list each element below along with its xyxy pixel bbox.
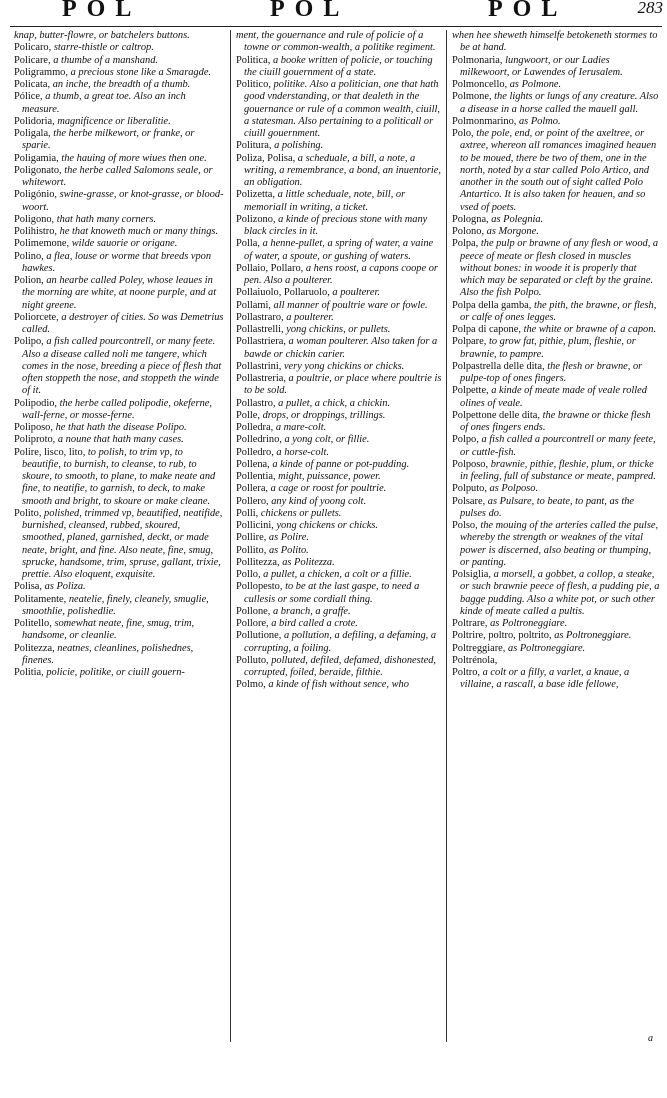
entry-definition: as Polegnia. — [491, 213, 544, 225]
header-right: POL — [488, 0, 568, 22]
entry-headword: Polidoria, — [14, 115, 55, 127]
entry-definition: chickens or pullets. — [260, 507, 342, 519]
entry-headword: Polo, — [452, 128, 474, 139]
dictionary-entry — [452, 630, 660, 642]
entry-headword: Poliza, Polisa, — [236, 152, 296, 164]
entry-headword: Polmonmarino, — [452, 115, 517, 127]
header-rule — [10, 26, 662, 27]
dictionary-entry — [14, 251, 224, 276]
entry-definition: a mare-colt. — [275, 422, 327, 433]
entry-headword: Polihistro, — [14, 226, 58, 237]
dictionary-entry — [236, 569, 442, 581]
entry-headword: Polmonaria, — [452, 54, 503, 66]
entry-headword: Polli, — [236, 507, 259, 519]
dictionary-entry — [236, 324, 442, 336]
entry-headword: Pollentia, — [236, 471, 276, 482]
dictionary-entry — [452, 434, 660, 459]
entry-definition: as Polire. — [268, 532, 309, 544]
entry-definition: a henne-pullet, a spring of water, a vaine of water, a spoute, or gushing of waters. — [244, 238, 434, 262]
entry-definition: a kinde of fish without sence, who — [268, 679, 409, 691]
entry-headword: Pollami, — [236, 299, 271, 311]
dictionary-entry — [14, 643, 224, 668]
entry-headword: Polpastrella delle dita, — [452, 360, 545, 372]
dictionary-entry — [236, 336, 442, 361]
entry-definition: might, puissance, power. — [278, 471, 381, 482]
dictionary-entry — [452, 336, 660, 361]
entry-definition: a pollution, a defiling, a defaming, a corrupting, a foiling. — [244, 630, 437, 654]
dictionary-entry — [452, 300, 660, 325]
entry-definition: the flesh or brawne, or pulpe-top of ones fingers. — [460, 360, 643, 384]
entry-definition: a bird called a crote. — [271, 618, 358, 629]
dictionary-entry — [14, 116, 224, 128]
dictionary-entry — [236, 238, 442, 263]
entry-headword: Polpo, — [452, 434, 479, 446]
entry-definition: when hee sheweth himselfe betokeneth stormes to be at hand. — [452, 30, 658, 54]
entry-definition: a precious stone like a Smaragde. — [70, 66, 212, 78]
entry-definition: a fish called pourcontrell, or many feete. Also a disease called noli me tangere, which comes in the nose, breeding a piece of flesh that often stoppeth the nose, and stoppeth the winde of it. — [22, 336, 222, 397]
entry-definition: a colt or a filly, a varlet, a knaue, a villaine, a rascall, a base idle fellowe, — [460, 667, 630, 691]
dictionary-entry — [14, 189, 224, 214]
entry-headword: Poliposo, — [14, 422, 53, 433]
dictionary-entry — [452, 55, 660, 80]
dictionary-entry — [452, 30, 660, 55]
entry-definition: a noune that hath many cases. — [57, 434, 184, 446]
entry-headword: Polpette, — [452, 385, 489, 397]
entry-headword: Pollastrini, — [236, 360, 282, 372]
dictionary-entry — [14, 594, 224, 619]
entry-headword: Policata, — [14, 79, 51, 90]
entry-headword: Poligamia, — [14, 152, 59, 164]
entry-definition: brawnie, pithie, fleshie, plum, or thicke in feeling, full of substance or meate, pampred. — [460, 458, 656, 482]
entry-headword: Polputo, — [452, 483, 487, 495]
entry-headword: Politica, — [236, 54, 271, 66]
entry-headword: Polposo, — [452, 458, 489, 470]
dictionary-entry — [236, 214, 442, 239]
dictionary-entry — [236, 557, 442, 569]
entry-headword: Polpare, — [452, 336, 487, 348]
dictionary-entry — [452, 569, 660, 618]
entry-definition: the pith, the brawne, or flesh, or calfe of ones legges. — [460, 299, 657, 323]
entry-headword: Politura, — [236, 140, 272, 152]
dictionary-entry — [452, 643, 660, 655]
dictionary-entry — [14, 398, 224, 423]
entry-headword: Polire, lisco, lito, — [14, 446, 86, 458]
dictionary-entry — [236, 422, 442, 434]
entry-headword: Pologna, — [452, 213, 489, 225]
entry-definition: a booke written of policie, or touching the ciuill gouernment of a state. — [244, 54, 433, 78]
entry-definition: a destroyer of cities. So was Demetrius called. — [22, 311, 224, 335]
entry-headword: Poliorcete, — [14, 311, 59, 323]
entry-definition: a poulterer. — [286, 311, 334, 323]
entry-definition: polluted, defiled, defamed, dishonested, corrupted, foiled, beraide, filthie. — [244, 654, 437, 678]
entry-headword: Polpa di capone, — [452, 324, 521, 335]
entry-definition: as Politezza. — [282, 556, 335, 568]
entry-headword: Polino, — [14, 250, 44, 262]
dictionary-entry — [236, 361, 442, 373]
dictionary-entry — [236, 447, 442, 459]
dictionary-entry — [14, 226, 224, 238]
entry-definition: a flea, louse or worme that breeds vpon hawkes. — [22, 250, 212, 274]
entry-definition: that hath many corners. — [56, 213, 157, 225]
entry-headword: Pollastrelli, — [236, 324, 284, 335]
dictionary-entry — [452, 128, 660, 214]
entry-definition: a yong colt, or fillie. — [284, 434, 370, 446]
entry-headword: Polmone, — [452, 91, 492, 103]
entry-headword: Polion, — [14, 275, 44, 286]
dictionary-entry — [236, 189, 442, 214]
catchword: a — [648, 1033, 653, 1044]
dictionary-entry — [452, 483, 660, 495]
entry-definition: as Polposo. — [489, 483, 539, 495]
dictionary-entry — [14, 91, 224, 116]
entry-headword: Poligónio, — [14, 189, 58, 201]
dictionary-entry — [452, 238, 660, 299]
dictionary-entry — [14, 275, 224, 312]
entry-headword: Pollire, — [236, 532, 267, 544]
dictionary-entry — [236, 459, 442, 471]
entry-definition: as Poltroneggiare. — [508, 642, 586, 654]
dictionary-entry — [452, 618, 660, 630]
entry-definition: the herbe called Salomons seale, or whitewort. — [22, 164, 213, 188]
entry-definition: a pullet, a chick, a chickin. — [278, 397, 391, 409]
entry-headword: Poliproto, — [14, 434, 56, 446]
entry-headword: Poltrénola, — [452, 654, 498, 666]
dictionary-entry — [236, 263, 442, 288]
entry-definition: magnificence or liberalitie. — [57, 115, 171, 127]
dictionary-entry — [14, 312, 224, 337]
entry-headword: Polsare, — [452, 495, 486, 507]
entry-definition: a thumbe of a manshand. — [53, 54, 159, 66]
entry-headword: Pollastro, — [236, 397, 276, 409]
entry-definition: swine-grasse, or knot-grasse, or blood-woort. — [22, 189, 224, 213]
entry-definition: a pullet, a chicken, a colt or a fillie. — [263, 569, 412, 580]
entry-headword: Polizetta, — [236, 189, 275, 201]
entry-headword: Politamente, — [14, 593, 67, 605]
dictionary-entry — [452, 496, 660, 521]
entry-headword: Pollone, — [236, 605, 271, 617]
entry-headword: Policare, — [14, 54, 51, 66]
entry-definition: the hauing of more wiues then one. — [61, 152, 207, 164]
dictionary-entry — [236, 496, 442, 508]
entry-definition: a kinde of panne or pot-pudding. — [272, 458, 410, 470]
entry-definition: knap, butter-flowre, or batchelers buttons. — [14, 30, 190, 41]
entry-headword: Polla, — [236, 238, 260, 250]
entry-headword: Polmoncello, — [452, 79, 508, 90]
entry-definition: drops, or droppings, trillings. — [262, 409, 386, 421]
entry-headword: Polisa, — [14, 581, 43, 593]
entry-definition: politike. Also a politician, one that hath good vnderstanding, or that dealeth in the gouernance or rule of a common wealth, ciuill, a statesman. Also pertaining to a politicall or ciuill gouernment. — [244, 79, 440, 139]
page-number: 283 — [637, 0, 663, 17]
dictionary-entry — [14, 667, 224, 679]
dictionary-entry — [236, 153, 442, 190]
dictionary-entry — [14, 508, 224, 582]
entry-headword: Polmo, — [236, 679, 266, 691]
entry-definition: neatelie, finely, cleanely, smuglie, smoothlie, polishedlie. — [22, 593, 209, 617]
dictionary-entry — [236, 532, 442, 544]
entry-headword: Poligala, — [14, 128, 51, 139]
entry-headword: Polipo, — [14, 336, 44, 348]
dictionary-entry — [236, 520, 442, 532]
entry-definition: all manner of poultrie ware or fowle. — [273, 299, 428, 311]
entry-headword: Politia, — [14, 667, 44, 678]
dictionary-entry — [14, 422, 224, 434]
entry-definition: a cage or roost for poultrie. — [270, 483, 387, 495]
entry-definition: as Poltroneggiare. — [554, 630, 632, 642]
entry-headword: Poltro, — [452, 667, 481, 678]
entry-definition: the pulp or brawne of any flesh or wood, a peece of meate or flesh closed in muscles without bones: in woode it is properly that which may be separated or cleft by the graine. Also the fish Polpo. — [460, 238, 659, 299]
entry-headword: Pollaiuolo, Pollaruolo, — [236, 287, 330, 299]
dictionary-entry — [236, 30, 442, 55]
dictionary-entry — [236, 545, 442, 557]
dictionary-entry — [452, 520, 660, 569]
entry-headword: Polizono, — [236, 213, 276, 225]
entry-headword: Pollitezza, — [236, 556, 280, 568]
dictionary-entry — [236, 581, 442, 606]
entry-headword: Politezza, — [14, 642, 55, 654]
entry-definition: he that hath the disease Polipo. — [55, 422, 187, 433]
dictionary-entry — [14, 42, 224, 54]
dictionary-entry — [14, 434, 224, 446]
entry-headword: Poligonato, — [14, 164, 62, 176]
entry-definition: the brawne or thicke flesh of ones fingers ends. — [460, 409, 651, 433]
dictionary-entry — [236, 140, 442, 152]
header-left: POL — [62, 0, 142, 22]
dictionary-entry — [14, 447, 224, 508]
entry-definition: lungwoort, or our Ladies milkewoort, or Lawendes of Ierusalem. — [460, 54, 623, 78]
entry-definition: the lights or lungs of any creature. Also a disease in a horse called the mauell gall. — [460, 91, 659, 115]
entry-definition: to be at the last gaspe, to need a cullesis or some cordiall thing. — [244, 581, 420, 605]
entry-headword: Polpa, — [452, 238, 479, 250]
dictionary-entry — [14, 153, 224, 165]
entry-headword: Politico, — [236, 79, 271, 90]
column-3 — [452, 30, 660, 1045]
dictionary-entry — [14, 618, 224, 643]
entry-headword: Poligono, — [14, 213, 55, 225]
entry-definition: a woman poulterer. Also taken for a bawde or chickin carier. — [244, 336, 438, 360]
dictionary-entry — [14, 238, 224, 250]
dictionary-entry — [236, 630, 442, 655]
dictionary-entry — [14, 79, 224, 91]
entry-definition: yong chickens or chicks. — [276, 520, 378, 531]
entry-definition: somewhat neate, fine, smug, trim, handsome, or cleanlie. — [22, 618, 195, 642]
dictionary-entry — [452, 459, 660, 484]
entry-definition: an inche, the breadth of a thumb. — [52, 79, 191, 90]
entry-headword: Pollutione, — [236, 630, 282, 642]
entry-definition: neatnes, cleanlines, polishednes, finenes. — [22, 642, 194, 666]
column-divider-1 — [230, 30, 231, 1042]
entry-headword: Pollaio, Pollaro, — [236, 262, 304, 274]
dictionary-entry — [14, 165, 224, 190]
entry-definition: to grow fat, pithie, plum, fleshie, or brawnie, to pampre. — [460, 336, 636, 360]
entry-headword: Polimemone, — [14, 238, 70, 250]
entry-definition: a hens roost, a capons coope or pen. Also a poulterer. — [244, 262, 438, 286]
entry-definition: as Pulsare, to beate, to pant, as the pulses do. — [460, 495, 635, 519]
dictionary-entry — [236, 55, 442, 80]
entry-headword: Polito, — [14, 507, 42, 519]
entry-definition: ment, the gouernance and rule of policie of a towne or common-wealth, a politike regiment. — [236, 30, 436, 54]
entry-definition: starre-thistle or caltrop. — [53, 42, 154, 54]
entry-headword: Polso, — [452, 520, 478, 531]
entry-definition: an hearbe called Poley, whose leaues in the morning are white, at noone purple, and at night greene. — [22, 275, 217, 311]
entry-headword: Policaro, — [14, 42, 52, 54]
dictionary-entry — [452, 385, 660, 410]
entry-headword: Pollastraro, — [236, 311, 284, 323]
entry-definition: a kinde of precious stone with many black circles in it. — [244, 213, 428, 237]
dictionary-entry — [236, 398, 442, 410]
entry-definition: the mouing of the arteries called the pulse, whereby the strength or weaknes of the vital power is discerned, also beating or thumping, or panting. — [460, 520, 659, 568]
entry-headword: Pollore, — [236, 618, 269, 629]
entry-definition: a fish called a pourcontrell or many feete, or cuttle-fish. — [460, 434, 656, 458]
dictionary-entry — [236, 618, 442, 630]
entry-definition: a polishing. — [274, 140, 324, 152]
dictionary-entry — [452, 214, 660, 226]
entry-headword: Poltrare, — [452, 618, 488, 629]
entry-definition: the pole, end, or point of the axeltree, or axtree, whereon all romances imagined heauen to be moued, there be two of them, one in the north, noted by a star called Polo Artico, and another in the south out of sight called Polo Antartico. It is also taken for heauen, and so vsed of poets. — [460, 128, 657, 213]
header-middle: POL — [270, 0, 350, 22]
dictionary-entry — [14, 128, 224, 153]
dictionary-entry — [236, 471, 442, 483]
dictionary-entry — [452, 410, 660, 435]
dictionary-entry — [14, 214, 224, 226]
entry-headword: Polledra, — [236, 422, 274, 433]
dictionary-entry — [14, 67, 224, 79]
dictionary-entry — [236, 606, 442, 618]
entry-definition: a scheduale, a bill, a note, a writing, a remembrance, a bond, an inuentorie, an obligation. — [244, 152, 442, 188]
entry-definition: any kind of yoong colt. — [271, 495, 367, 507]
dictionary-entry — [236, 483, 442, 495]
entry-headword: Pollera, — [236, 483, 269, 495]
dictionary-entry — [452, 91, 660, 116]
column-1 — [14, 30, 224, 1045]
entry-headword: Polledrino, — [236, 434, 282, 446]
entry-headword: Pollito, — [236, 544, 267, 556]
entry-definition: the white or brawne of a capon. — [523, 324, 657, 335]
dictionary-entry — [452, 226, 660, 238]
entry-definition: a morsell, a gobbet, a collop, a steake, or such brawnie peece of flesh, a pudding pie, a bagge pudding. Also a white pot, or such other kinde of meate called a pultis. — [460, 569, 660, 617]
entry-definition: as Poliza. — [44, 581, 86, 593]
entry-definition: a horse-colt. — [276, 446, 329, 458]
dictionary-entry — [14, 30, 224, 42]
entry-definition: yong chickins, or pullets. — [286, 324, 391, 335]
dictionary-entry — [236, 312, 442, 324]
dictionary-entry — [236, 300, 442, 312]
entry-definition: policie, politike, or ciuill gouern- — [46, 667, 185, 678]
dictionary-entry — [452, 116, 660, 128]
entry-headword: Pollenа, — [236, 458, 270, 470]
entry-headword: Pollero, — [236, 495, 269, 507]
dictionary-entry — [14, 55, 224, 67]
entry-definition: a poulterer. — [332, 287, 380, 299]
entry-headword: Pollastreria, — [236, 373, 286, 384]
entry-definition: as Poltroneggiare. — [490, 618, 568, 629]
entry-headword: Polpettone delle dita, — [452, 409, 541, 421]
dictionary-entry — [236, 287, 442, 299]
entry-definition: a little scheduale, note, bill, or memoriall in writing, a ticket. — [244, 189, 406, 213]
dictionary-entry — [236, 410, 442, 422]
dictionary-entry — [452, 324, 660, 336]
entry-headword: Polipodio, — [14, 397, 58, 409]
dictionary-entry — [236, 679, 442, 691]
dictionary-entry — [452, 667, 660, 692]
entry-definition: polished, trimmed vp, beautified, neatifide, burnished, cleansed, rubbed, skoured, smoothed, planed, garnished, deckt, or made neate, bright, and fine. Also neate, fine, smug, sprucke, handsome, trim, spruse, gallant, trixie, prettie. Also eloquent, exquisite. — [22, 507, 223, 580]
dictionary-entry — [452, 361, 660, 386]
entry-headword: Pollopesto, — [236, 581, 283, 593]
entry-headword: Polpa della gamba, — [452, 299, 532, 311]
entry-headword: Pollo, — [236, 569, 261, 580]
entry-definition: as Polmo. — [518, 115, 561, 127]
entry-definition: a kinde of meate made of veale rolled olines of veale. — [460, 385, 647, 409]
running-header — [0, 0, 667, 24]
entry-definition: a poultrie, or place where poultrie is to be sold. — [244, 373, 442, 397]
entry-definition: to polish, to trim vp, to beautifie, to burnish, to cleanse, to rub, to skoure, to smooth, to plane, to make neate and fine, to neatifie, to garnish, to deck, to make smooth and bright, to skoure or make cleane. — [22, 446, 216, 507]
entry-definition: wilde sauorie or origane. — [71, 238, 178, 250]
entry-definition: the herbe called polipodie, okeferne, wall-ferne, or mosse-ferne. — [22, 397, 212, 421]
entry-definition: he that knoweth much or many things. — [59, 226, 219, 237]
dictionary-entry — [452, 655, 660, 667]
dictionary-entry — [236, 655, 442, 680]
entry-definition: a thumb, a great toe. Also an inch measure. — [22, 91, 186, 115]
entry-headword: Pollicini, — [236, 520, 274, 531]
dictionary-entry — [236, 508, 442, 520]
entry-headword: Polluto, — [236, 654, 269, 666]
column-2 — [236, 30, 442, 1045]
entry-headword: Pólice, — [14, 91, 43, 103]
entry-headword: Polledro, — [236, 446, 274, 458]
entry-definition: the herbe milkewort, or franke, or sparie. — [22, 128, 195, 152]
column-divider-2 — [446, 30, 447, 1042]
entry-headword: Polle, — [236, 409, 260, 421]
entry-definition: as Morgone. — [486, 226, 539, 237]
dictionary-entry — [452, 79, 660, 91]
entry-headword: Poligrammo, — [14, 66, 68, 78]
entry-headword: Polono, — [452, 226, 485, 237]
entry-headword: Politello, — [14, 618, 52, 629]
entry-headword: Pollastriera, — [236, 336, 286, 348]
dictionary-entry — [236, 434, 442, 446]
dictionary-entry — [14, 581, 224, 593]
entry-definition: a branch, a graffe. — [272, 605, 351, 617]
entry-definition: as Polito. — [268, 544, 309, 556]
entry-definition: very yong chickins or chicks. — [283, 360, 405, 372]
entry-headword: Poltrire, poltro, poltrito, — [452, 630, 552, 642]
entry-headword: Poltreggiare, — [452, 642, 506, 654]
entry-headword: Polsiglia, — [452, 569, 491, 580]
dictionary-entry — [236, 79, 442, 140]
dictionary-entry — [14, 336, 224, 397]
dictionary-entry — [236, 373, 442, 398]
entry-definition: as Polmone. — [509, 79, 562, 90]
